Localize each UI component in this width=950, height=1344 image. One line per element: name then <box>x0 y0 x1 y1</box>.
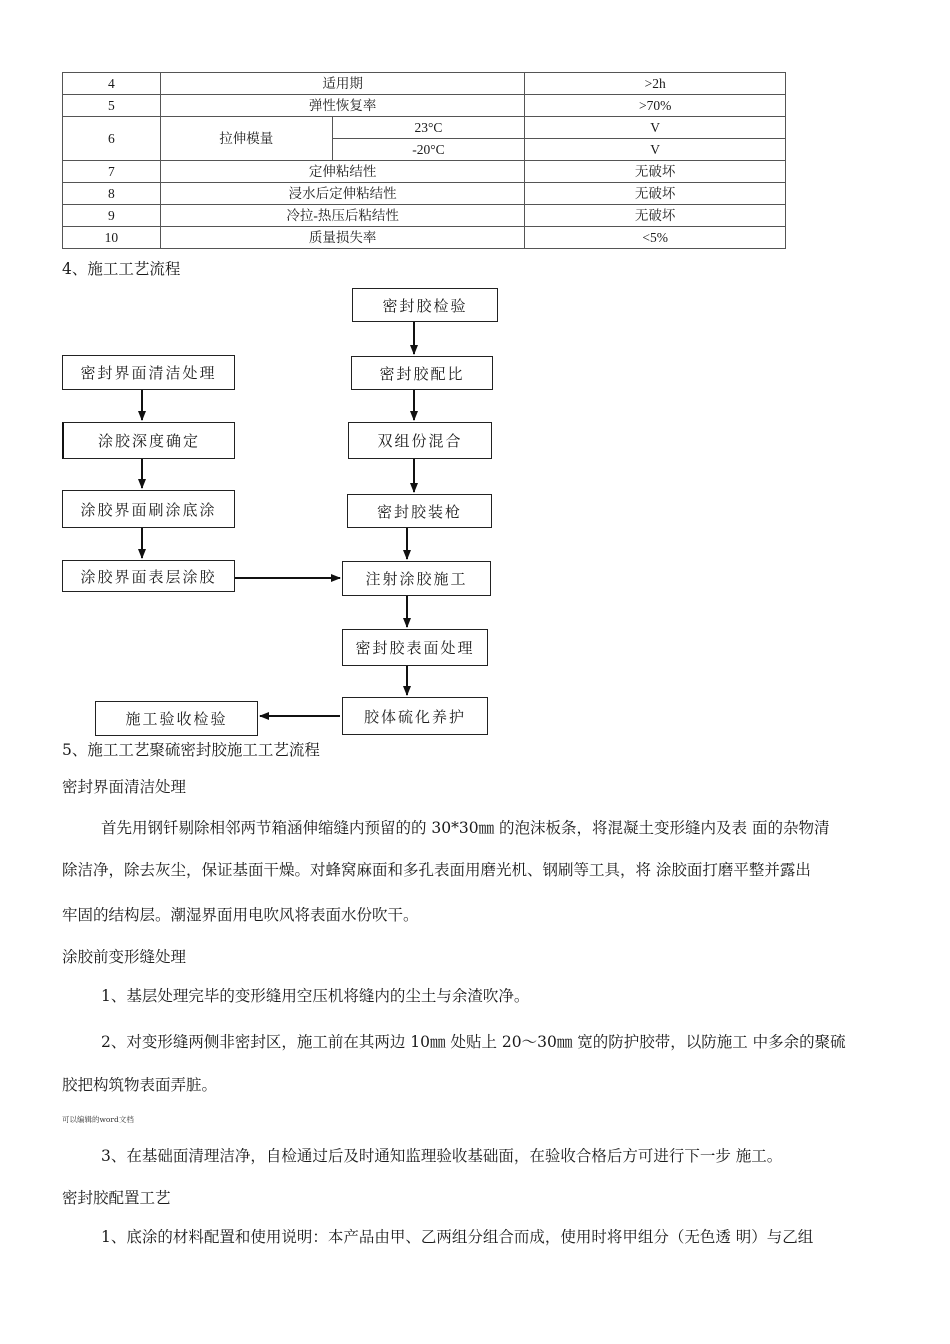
row-item: 定伸粘结性 <box>160 161 524 183</box>
paragraph-line: 1、底涂的材料配置和使用说明：本产品由甲、乙两组分组合而成，使用时将甲组分（无色透 明）与乙组 <box>101 1228 814 1246</box>
row-number: 4 <box>63 73 161 95</box>
flow-step-acceptance-inspection: 施工验收检验 <box>95 701 258 736</box>
subheading-interface-cleaning: 密封界面清洁处理 <box>62 778 187 796</box>
paragraph-line: 首先用钢钎剔除相邻两节箱涵伸缩缝内预留的的 30*30㎜ 的泡沫板条，将混凝土变形缝内及表 面的杂物清 <box>101 819 830 837</box>
row-item: 质量损失率 <box>160 227 524 249</box>
subheading-joint-treatment: 涂胶前变形缝处理 <box>62 948 187 966</box>
row-value: V <box>525 139 786 161</box>
flow-step-sealant-inspection: 密封胶检验 <box>352 288 498 322</box>
row-subitem: 23°C <box>332 117 525 139</box>
flow-step-depth-determination: 涂胶深度确定 <box>62 422 235 459</box>
flow-step-gun-loading: 密封胶装枪 <box>347 494 492 528</box>
flow-step-surface-treatment: 密封胶表面处理 <box>342 629 488 666</box>
row-value: 无破坏 <box>525 183 786 205</box>
subheading-sealant-preparation: 密封胶配置工艺 <box>62 1189 171 1207</box>
row-subitem: -20°C <box>332 139 525 161</box>
footer-note: 可以编辑的word文档 <box>62 1115 134 1124</box>
flow-step-surface-coating: 涂胶界面表层涂胶 <box>62 560 235 592</box>
row-value: >2h <box>525 73 786 95</box>
paragraph-line: 除洁净，除去灰尘，保证基面干燥。对蜂窝麻面和多孔表面用磨光机、钢刷等工具，将 涂胶面打磨平整并露出 <box>62 861 811 879</box>
flow-step-two-component-mixing: 双组份混合 <box>348 422 492 459</box>
row-item: 适用期 <box>160 73 524 95</box>
row-number: 8 <box>63 183 161 205</box>
row-item: 拉伸模量 <box>160 117 332 161</box>
paragraph-line: 1、基层处理完毕的变形缝用空压机将缝内的尘土与余渣吹净。 <box>101 987 530 1005</box>
row-value: 无破坏 <box>525 161 786 183</box>
flow-step-sealant-ratio: 密封胶配比 <box>351 356 493 390</box>
row-value: >70% <box>525 95 786 117</box>
row-value: 无破坏 <box>525 205 786 227</box>
paragraph-line: 胶把构筑物表面弄脏。 <box>62 1076 218 1094</box>
flow-step-primer-brushing: 涂胶界面刷涂底涂 <box>62 490 235 528</box>
paragraph-line: 2、对变形缝两侧非密封区，施工前在其两边 10㎜ 处贴上 20〜30㎜ 宽的防护胶带，以防施工 中多余的聚硫 <box>101 1033 846 1051</box>
row-number: 9 <box>63 205 161 227</box>
row-number: 6 <box>63 117 161 161</box>
row-item: 浸水后定伸粘结性 <box>160 183 524 205</box>
row-item: 弹性恢复率 <box>160 95 524 117</box>
row-number: 5 <box>63 95 161 117</box>
flow-step-injection-coating: 注射涂胶施工 <box>342 561 491 596</box>
paragraph-line: 牢固的结构层。潮湿界面用电吹风将表面水份吹干。 <box>62 906 419 924</box>
section-5-heading: 5、施工工艺聚硫密封胶施工工艺流程 <box>62 741 320 759</box>
row-value: V <box>525 117 786 139</box>
row-number: 10 <box>63 227 161 249</box>
row-item: 冷拉-热压后粘结性 <box>160 205 524 227</box>
paragraph-line: 3、在基础面清理洁净，自检通过后及时通知监理验收基础面，在验收合格后方可进行下一步 施工。 <box>101 1147 783 1165</box>
section-4-heading: 4、施工工艺流程 <box>62 260 181 278</box>
row-number: 7 <box>63 161 161 183</box>
flow-step-curing: 胶体硫化养护 <box>342 697 488 735</box>
row-value: <5% <box>525 227 786 249</box>
flow-step-interface-cleaning: 密封界面清洁处理 <box>62 355 235 390</box>
